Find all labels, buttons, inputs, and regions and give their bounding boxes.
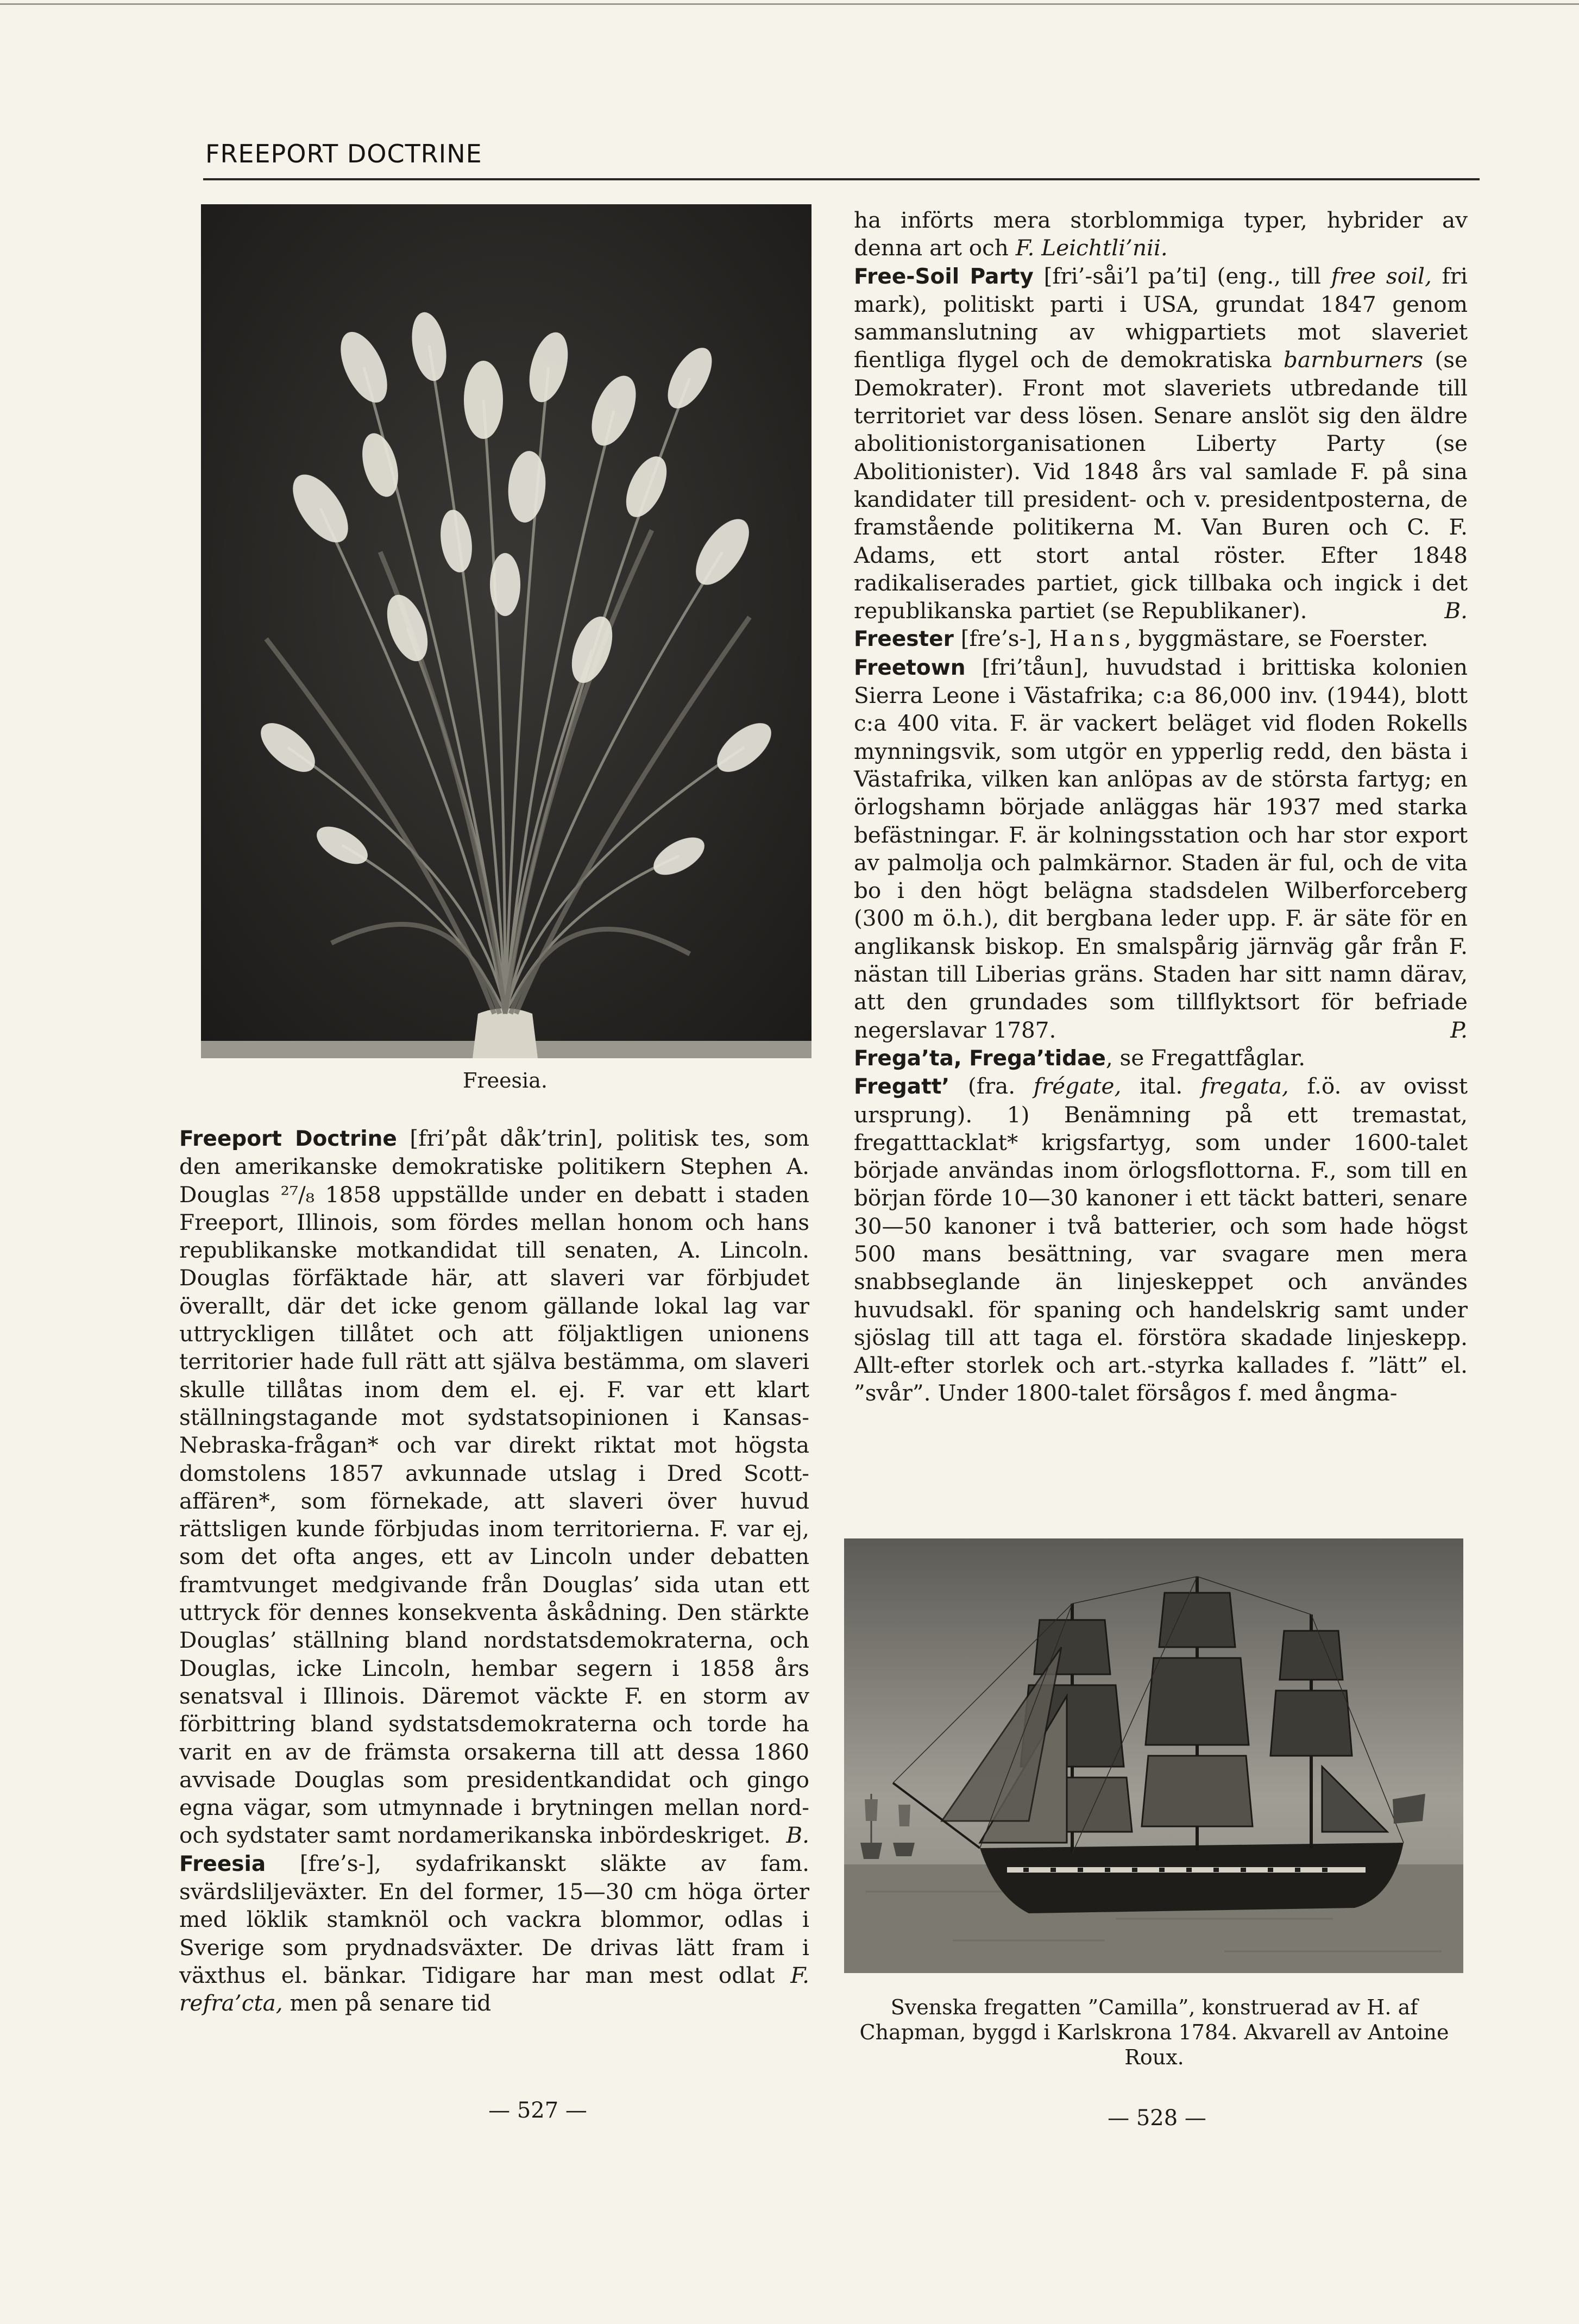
headword-fregatt: Fregatt’ [854, 1075, 950, 1100]
headword-freeport-doctrine: Freeport Doctrine [179, 1127, 397, 1151]
top-edge-rule [0, 3, 1579, 5]
entry-text: f.ö. av ovisst ursprung). 1) Benämning på ett tremastat, fregatttacklat* krigsfartyg, som under 1600-talet började användas inom örlogsflottorna. F., som till en början förde 10—30 kanoner i ett täckt batteri, senare 30—50 kanoner i två batterier, och som hade högst 500 mans besättning, var svagare men mera snabbseglande än linjeskeppet och användes huvudsakl. för spaning och handelskrig samt under sjöslag till att taga el. förstöra skadade linjeskepp. Allt-efter storlek och art.-styrka kallades f. ”lätt” el. ”svår”. Under 1800-talet försågos f. med ångma- [854, 1073, 1468, 1406]
freesia-bouquet-icon [201, 204, 811, 1058]
entry-freetown [854, 654, 1468, 1044]
entry-freeport-doctrine [179, 1125, 809, 1850]
entry-text: [fri’tåun], huvudstad i brittiska kolonien Sierra Leone i Västafrika; c:a 86,000 inv. (1944), blott c:a 400 vita. F. är vackert beläget vid floden Rokells mynningsvik, som utgör en ypperlig redd, den bästa i Västafrika, vilken kan anlöpas av de största fartyg; en örlogshamn började anläggas här 1937 med starka befästningar. F. är kolningsstation och har stor export av palmolja och palmkärnor. Staden är ful, och de vita bo i den högt belägna stadsdelen Wilberforceberg (300 m ö.h.), dit bergbana leder upp. F. är säte för en anglikansk biskop. En smalspårig järnväg går från F. nästan till Liberias gräns. Staden har sitt namn därav, att den grundades som tillflyktsort för befriade negerslavar 1787. [854, 654, 1468, 1043]
header-rule [203, 178, 1480, 180]
frigate-ship-icon [844, 1538, 1463, 1973]
entry-fregata [854, 1044, 1468, 1072]
headword-free-soil-party: Free-Soil Party [854, 264, 1034, 289]
right-column [854, 206, 1468, 1408]
entry-text: [fri’-såi’l pa’ti] (eng., till [1033, 262, 1331, 289]
page-number-left: — 527 — [488, 2098, 587, 2123]
author-signature: B. [786, 1822, 809, 1849]
entry-text: (fra. [949, 1073, 1034, 1100]
headword-fregata: Frega’ta, Frega’tidae [854, 1046, 1106, 1071]
entry-free-soil-party [854, 262, 1468, 625]
freesia-caption: Freesia. [463, 1069, 548, 1092]
left-column [179, 1125, 809, 2018]
italic-term: F. Leichtli’nii. [1015, 235, 1168, 261]
italic-term: frégate, [1033, 1073, 1122, 1100]
entry-text: [fre’s-], sydafrikanskt släkte av fam. svärdsliljeväxter. En del former, 15—30 cm höga örter med löklik stamknöl och vackra blommor, odlas i Sverige som prydnadsväxter. De drivas lätt fram i växthus el. bänkar. Tidigare har man mest odlat [179, 1850, 809, 1988]
headword-freesia: Freesia [179, 1851, 266, 1876]
frigate-caption: Svenska fregatten ”Camilla”, konstruerad av H. af Chapman, byggd i Karlskrona 1784. Akvarell av Antoine Roux. [859, 1995, 1449, 2069]
entry-text: , byggmästare, se Foerster. [1124, 625, 1429, 652]
frigate-camilla-illustration [844, 1538, 1463, 1973]
freesia-photo [201, 204, 811, 1058]
italic-term: free soil, [1331, 262, 1432, 289]
page-number-right: — 528 — [1108, 2106, 1206, 2131]
author-signature: B. [1444, 598, 1468, 624]
entry-text: fri mark), politiskt parti i USA, grundat 1847 genom sammanslutning av whigpartiets mot slaveriet fientliga flygel och de demokratiska [854, 262, 1468, 373]
entry-text: [fre’s-], [953, 625, 1049, 652]
entry-fregatt [854, 1072, 1468, 1408]
author-signature: P. [1450, 1016, 1468, 1043]
entry-freester [854, 625, 1468, 653]
entry-text: (se Demokrater). Front mot slaveriets utbredande till territoriet var dess lösen. Senare anslöt sig den äldre abolitionistorganisationen Liberty Party (se Abolitionister). Vid 1848 års val samlade F. på sina kandidater till president- och v. presidentposterna, de framstående politikerna M. Van Buren och C. F. Adams, ett stort antal röster. Efter 1848 radikaliserades partiet, gick tillbaka och ingick i det republikanska partiet (se Republikaner). [854, 347, 1468, 624]
entry-text: ha införts mera storblommiga typer, hybrider av denna art och [854, 207, 1468, 261]
entry-freesia [179, 1850, 809, 2018]
entry-text: ital. [1121, 1073, 1201, 1100]
italic-term: F. refra’cta, [179, 1962, 809, 2017]
spaced-name: Hans [1049, 625, 1125, 652]
entry-freesia-continued [854, 206, 1468, 262]
entry-text: [fri’påt dåk’trin], politisk tes, som den amerikanske demokratiske politikern Stephen A. Douglas ²⁷/₈ 1858 uppställde under en debatt i staden Freeport, Illinois, som fördes mellan honom och hans republikanske motkandidat till senaten, A. Lincoln. Douglas förfäktade här, att slaveri var förbjudet överallt, där det icke genom gällande lokal lag var uttryckligen tillåtet och att följaktligen unionens territorier hade full rätt att själva bestämma, om slaveri skulle tillåtas inom dem el. ej. F. var ett klart ställningstagande mot sydstatsopinionen i Kansas-Nebraska-frågan* och var direkt riktat mot högsta domstolens 1857 avkunnade utslag i Dred Scott-affären*, som förnekade, att slaveri över huvud rättsligen kunde förbjudas inom territorierna. F. var ej, som det ofta anges, ett av Lincoln under debatten framtvunget medgivande från Douglas’ sida utan ett uttryck för dennes konsekventa åskådning. Den stärkte Douglas’ ställning bland nordstatsdemokraterna, och Douglas, icke Lincoln, hembar segern i 1858 års senatsval i Illinois. Däremot väckte F. en storm av förbittring bland sydstatsdemokraterna och torde ha varit en av de främsta orsakerna till att dessa 1860 avvisade Douglas som presidentkandidat och gingo egna vägar, som utmynnade i brytningen mellan nord- och sydstater samt nordamerikanska inbördeskriget. [179, 1125, 809, 1849]
headword-freetown: Freetown [854, 655, 966, 680]
italic-term: barnburners [1284, 347, 1424, 373]
italic-term: fregata, [1201, 1073, 1289, 1100]
entry-text: men på senare tid [282, 1990, 492, 2017]
running-head: FREEPORT DOCTRINE [205, 139, 482, 168]
entry-text: , se Fregattfåglar. [1105, 1044, 1306, 1071]
headword-freester: Freester [854, 627, 954, 652]
